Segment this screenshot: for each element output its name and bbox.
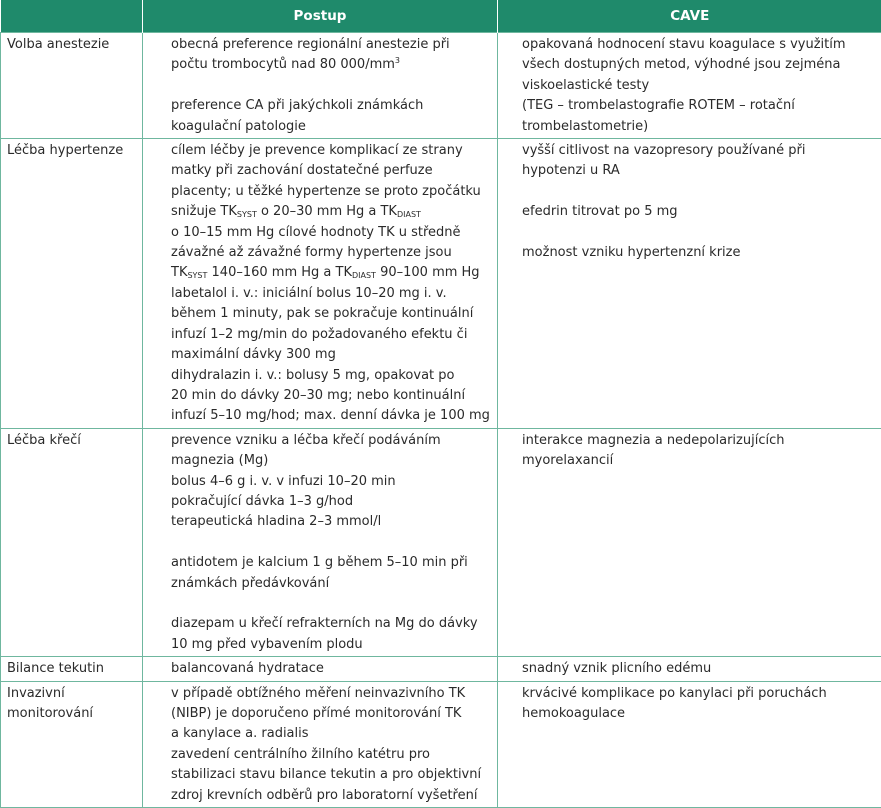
row-label: Volba anestezie: [1, 33, 143, 139]
cave-cell: snadný vznik plicního edému: [498, 657, 881, 681]
table-row: [1, 428, 881, 656]
postup-cell: obecná preference regionální anestezie při počtu trombocytů nad 80 $000/mm^3$ preference CA při jakýchkoli známkách koagulační patologie: [143, 33, 498, 139]
header-postup: Postup: [143, 0, 498, 33]
row-label: Léčba křečí: [1, 428, 143, 656]
row-label: Léčba hypertenze: [1, 139, 143, 429]
table-row: [1, 139, 881, 429]
header-empty: [1, 0, 143, 33]
postup-cell: v případě obtížného měření neinvazivního TK (NIBP) je doporučeno přímé monitorování TK a kanylace a. radialis zavedení centrálního žilního katétru pro stabilizaci stavu bilance tekutin a pro objektivní zdroj krevních odběrů pro laboratorní vyšetření: [143, 681, 498, 807]
postup-cell: balancovaná hydratace: [143, 657, 498, 681]
cave-cell: vyšší citlivost na vazopresory používané při hypotenzi u RA efedrin titrovat po 5 mg možnost vzniku hypertenzní krize: [498, 139, 881, 429]
postup-cell: prevence vzniku a léčba křečí podáváním magnezia (Mg) bolus 4–6 g i. v. v infuzi 10–20 min pokračující dávka 1–3 g/hod terapeutická hladina 2–3 mmol/l antidotem je kalcium 1 g během 5–10 min při známkách předávkování diazepam u křečí refrakterních na Mg do dávky 10 mg před vybavením plodu: [143, 428, 498, 656]
table-row: [1, 33, 881, 139]
table-row: [1, 657, 881, 681]
table-header-row: [1, 0, 881, 33]
postup-cell: cílem léčby je prevence komplikací ze strany matky při zachování dostatečné perfuze placenty; u těžké hypertenze se proto zpočátku snižuje $TK_{SYST}$ o 20–30 mm Hg a $TK_{DIAST}$ o 10–15 mm Hg cílové hodnoty TK u středně závažné až závažné formy hypertenze jsou $TK_{SYST}$ 140–160 mm Hg a $TK_{DIAST}$ 90–100 mm Hg labetalol i. v.: iniciální bolus 10–20 mg i. v. během 1 minuty, pak se pokračuje kontinuální infuzí 1–2 mg/min do požadovaného efektu či maximální dávky 300 mg dihydralazin i. v.: bolusy 5 mg, opakovat po 20 min do dávky 20–30 mg; nebo kontinuální infuzí 5–10 mg/hod; max. denní dávka je 100 mg: [143, 139, 498, 429]
row-label: Invazivní monitorování: [1, 681, 143, 807]
cave-cell: opakovaná hodnocení stavu koagulace s využitím všech dostupných metod, výhodné jsou zejména viskoelastické testy (TEG – trombelastografie ROTEM – rotační trombelastometrie): [498, 33, 881, 139]
cave-cell: krvácivé komplikace po kanylaci při poruchách hemokoagulace: [498, 681, 881, 807]
table-row: [1, 681, 881, 807]
row-label: Bilance tekutin: [1, 657, 143, 681]
header-cave: CAVE: [498, 0, 881, 33]
cave-cell: interakce magnezia a nedepolarizujících myorelaxancií: [498, 428, 881, 656]
